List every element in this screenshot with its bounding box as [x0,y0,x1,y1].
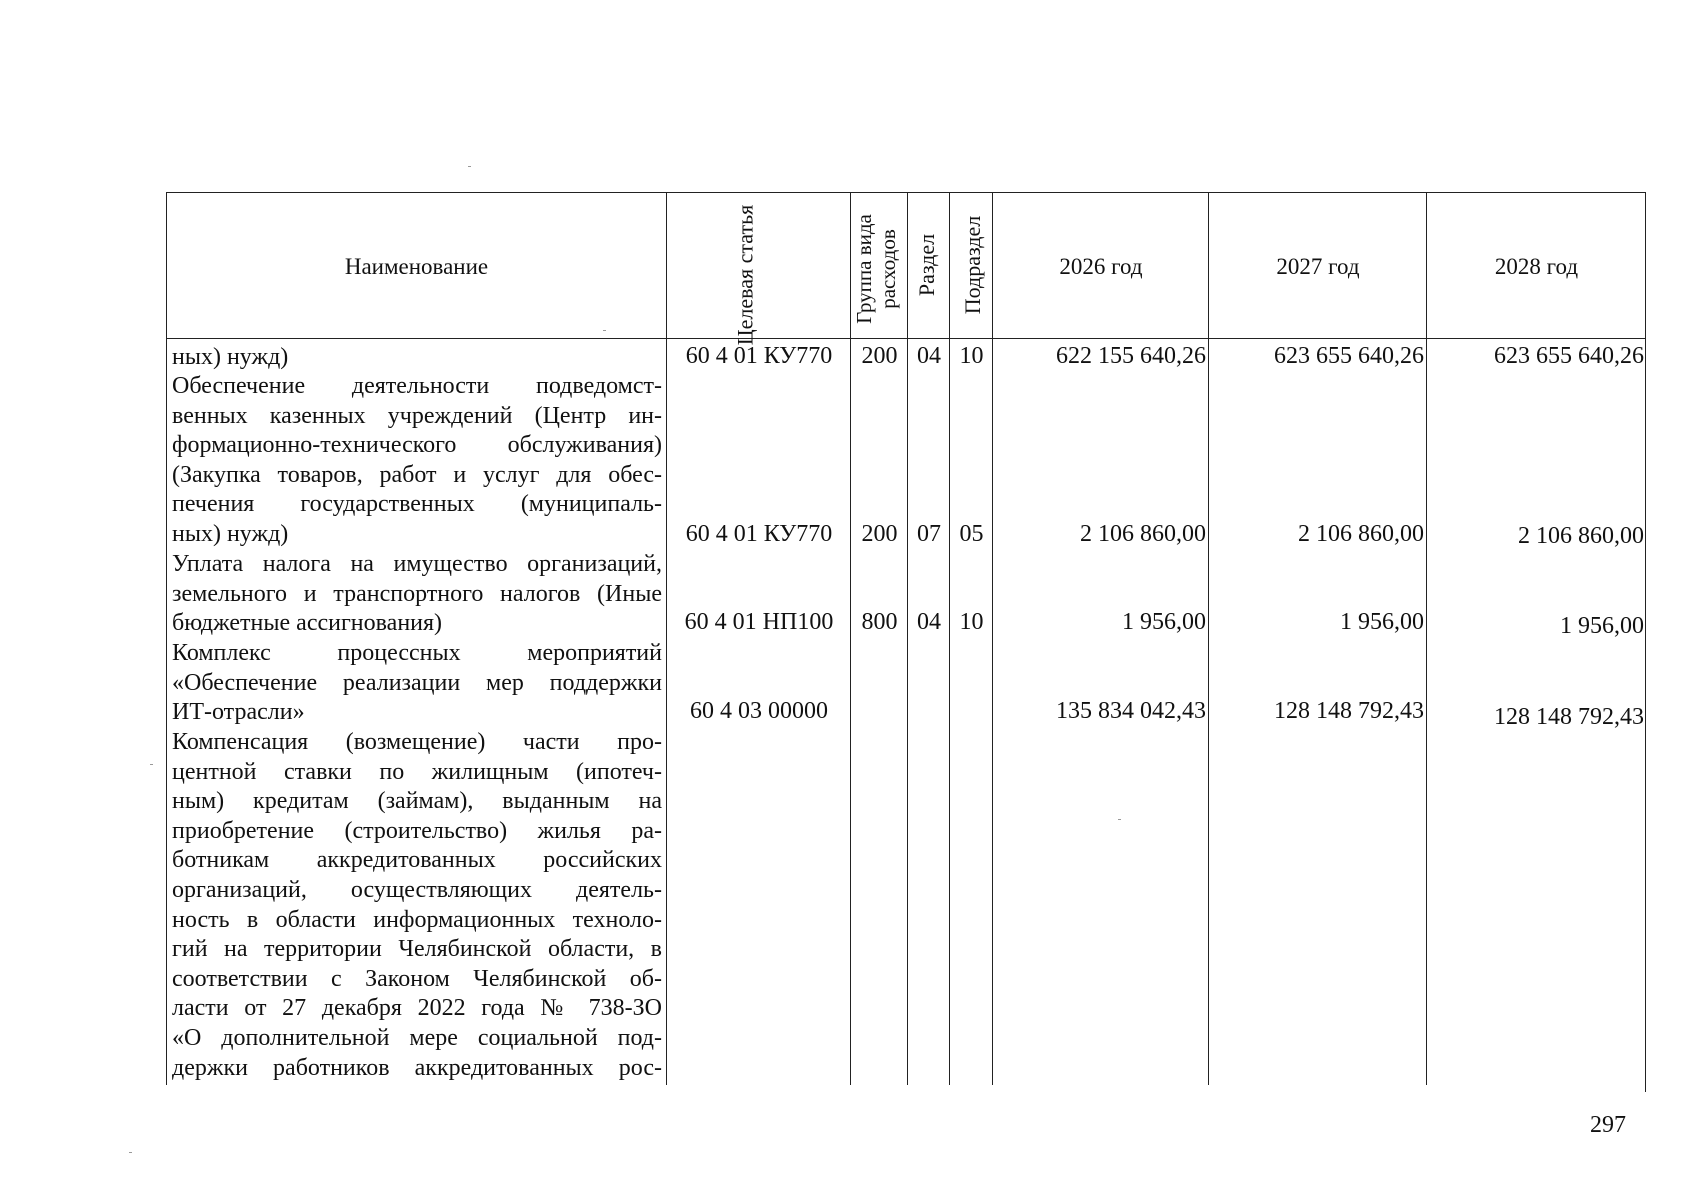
row-name [172,372,662,550]
row-group: 200 [861,521,898,547]
col-border-name [666,192,667,1085]
row-value-2026: 1 956,00 [1122,609,1206,635]
header-expense-group-text: Группа вида расходов [852,214,900,324]
col-border-right [1645,192,1646,1092]
row-article: 60 4 03 00000 [690,698,828,724]
row-name-line: венных казенных учреждений (Центр ин- [172,402,662,429]
scan-speck [1118,819,1121,820]
page-number: 297 [1590,1112,1626,1138]
scan-speck [129,1152,132,1153]
row-value-2027: 128 148 792,43 [1274,698,1424,724]
row-value-2027: 2 106 860,00 [1298,521,1424,547]
header-subsection [961,200,987,330]
row-name-line: центной ставки по жилищным (ипотеч- [172,758,662,785]
row-name [172,343,662,373]
row-name-line: ных) нужд) [172,344,289,370]
row-subsection: 10 [959,343,984,369]
row-article: 60 4 01 КУ770 [685,521,833,547]
row-section: 04 [917,343,941,369]
row-name-line: соответствии с Законом Челябинской об- [172,965,662,992]
scan-speck [603,330,606,331]
header-bottom-border [166,338,1646,339]
table-top-border [166,192,1646,193]
row-name [172,728,662,1083]
row-name-line: ность в области информационных техноло- [172,906,662,933]
row-name-line: печения государственных (муниципаль- [172,491,662,518]
row-article: 60 4 01 НП100 [684,609,834,635]
row-group: 200 [861,343,898,369]
header-name: Наименование [344,253,489,279]
header-2026: 2026 год [1059,253,1143,279]
row-value-2028: 1 956,00 [1560,613,1644,639]
scan-speck [468,166,471,167]
row-name-line: бюджетные ассигнования) [172,610,443,637]
row-value-2026: 622 155 640,26 [1056,343,1206,369]
row-name [172,639,662,728]
row-name-line: «Обеспечение реализации мер поддержки [172,669,662,696]
row-name-line: ласти от 27 декабря 2022 года № 738-ЗО [172,995,662,1022]
header-2028: 2028 год [1494,253,1579,279]
col-border-2027 [1426,192,1427,1085]
row-name-line: «О дополнительной мере социальной под- [172,1024,662,1051]
row-name-line: формационно-технического обслуживания) [172,432,662,459]
row-article: 60 4 01 КУ770 [685,343,833,369]
row-name-line: земельного и транспортного налогов (Иные [172,580,662,607]
row-name-line: Уплата налога на имущество организаций, [172,551,662,577]
row-name-line: Компенсация (возмещение) части про- [172,729,662,755]
header-section [915,205,941,325]
row-value-2026: 2 106 860,00 [1080,521,1206,547]
scan-speck [150,764,153,765]
col-border-article [850,192,851,1085]
header-2027: 2027 год [1276,253,1360,279]
row-subsection: 10 [959,609,984,635]
row-name-line: организаций, осуществляющих деятель- [172,876,662,903]
row-name-line: (Закупка товаров, работ и услуг для обес- [172,461,662,488]
row-name-line: гий на территории Челябинской области, в [172,936,662,963]
row-name-line: держки работников аккредитованных рос- [172,1054,662,1081]
row-value-2028: 2 106 860,00 [1518,523,1644,549]
header-section-text: Раздел [914,233,939,297]
row-value-2028: 623 655 640,26 [1494,343,1644,369]
row-section: 07 [917,521,941,547]
row-value-2028: 128 148 792,43 [1494,704,1644,730]
row-name-line: приобретение (строительство) жилья ра- [172,817,662,844]
row-value-2027: 1 956,00 [1340,609,1424,635]
row-name-line: ных) нужд) [172,520,289,547]
row-value-2027: 623 655 640,26 [1274,343,1424,369]
row-name [172,550,662,639]
header-target-article-text: Целевая статья [732,204,758,346]
row-name-line: ботникам аккредитованных российских [172,847,662,874]
col-border-2026 [1208,192,1209,1085]
header-subsection-text: Подраздел [960,215,985,315]
row-name-line: Обеспечение деятельности подведомст- [172,373,662,399]
col-border-group [907,192,908,1085]
row-name-line: ным) кредитам (займам), выданным на [172,788,662,815]
row-name-line: ИТ-отрасли» [172,699,305,726]
col-border-subsection [992,192,993,1085]
row-name-line: Комплекс процессных мероприятий [172,640,662,666]
row-subsection: 05 [959,521,984,547]
header-target-article [734,198,784,353]
row-group: 800 [861,609,898,635]
header-expense-group [852,194,904,344]
row-section: 04 [917,609,941,635]
col-border-section [949,192,950,1085]
row-value-2026: 135 834 042,43 [1056,698,1206,724]
col-border-left [166,192,167,1085]
